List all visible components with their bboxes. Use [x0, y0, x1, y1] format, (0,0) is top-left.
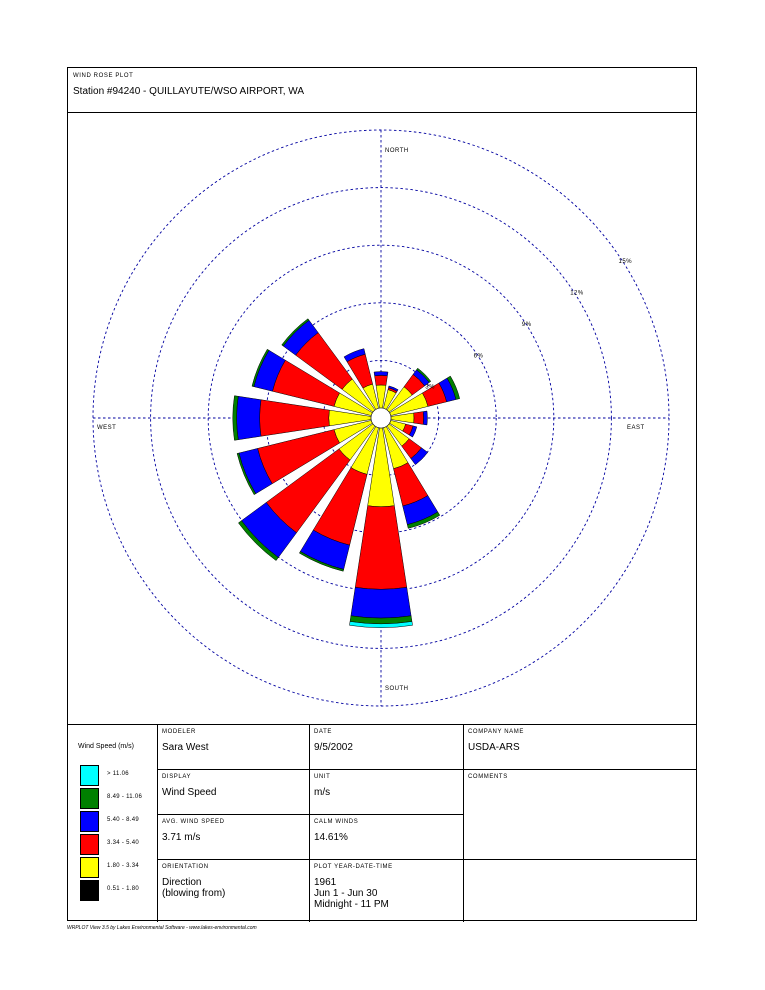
modeler-label: MODELER — [162, 729, 196, 735]
legend-swatch — [80, 765, 99, 786]
petal-N-bin-2 — [375, 375, 388, 385]
legend-range: 3.34 - 5.40 — [107, 840, 139, 846]
calm-winds-label: CALM WINDS — [314, 819, 359, 825]
comments-label: COMMENTS — [468, 774, 508, 780]
date-value: 9/5/2002 — [314, 742, 353, 753]
wind-rose-panel — [68, 113, 696, 725]
legend-swatch — [80, 788, 99, 809]
avg-speed-value: 3.71 m/s — [162, 832, 201, 843]
comments-cell — [464, 770, 696, 860]
label-east: EAST — [627, 425, 645, 431]
petal-W-bin-3 — [237, 396, 261, 439]
wind-rose-chart — [68, 113, 696, 723]
section-label: WIND ROSE PLOT — [73, 73, 134, 79]
orientation-cell — [158, 860, 310, 922]
petal-E-bin-2 — [414, 412, 424, 425]
ring-label-9: 9% — [521, 321, 532, 328]
legend-range: 0.51 - 1.80 — [107, 886, 139, 892]
display-label: DISPLAY — [162, 774, 192, 780]
ring-label-6: 6% — [473, 353, 484, 360]
petal-E-bin-3 — [423, 411, 427, 425]
date-label: DATE — [314, 729, 332, 735]
orientation-line2: (blowing from) — [162, 888, 226, 899]
plot-time-range: Midnight - 11 PM — [314, 899, 389, 910]
report-frame — [67, 67, 697, 921]
company-label: COMPANY NAME — [468, 729, 524, 735]
orientation-line1: Direction — [162, 877, 202, 888]
calm-circle — [371, 408, 391, 428]
unit-value: m/s — [314, 787, 331, 798]
legend-title: Wind Speed (m/s) — [78, 743, 135, 750]
plot-date-range: Jun 1 - Jun 30 — [314, 888, 378, 899]
calm-winds-cell — [310, 815, 464, 860]
legend-range: > 11.06 — [107, 771, 129, 777]
display-cell — [158, 770, 310, 815]
calm-winds-value: 14.61% — [314, 832, 348, 843]
unit-cell — [310, 770, 464, 815]
legend-swatch — [80, 834, 99, 855]
petal-N-bin-3 — [374, 372, 388, 376]
ring-label-3: 3% — [425, 384, 435, 391]
ring-label-12: 12% — [570, 290, 584, 297]
avg-speed-label: AVG. WIND SPEED — [162, 819, 225, 825]
company-value: USDA-ARS — [468, 742, 520, 753]
orientation-value — [162, 877, 225, 899]
plot-time-cell — [310, 860, 464, 922]
legend-swatch — [80, 857, 99, 878]
petal-W-bin-2 — [260, 400, 330, 437]
modeler-value: Sara West — [162, 742, 209, 753]
display-value: Wind Speed — [162, 787, 217, 798]
label-west: WEST — [97, 425, 117, 431]
company-cell — [464, 725, 696, 770]
report-header — [68, 68, 696, 113]
empty-cell — [464, 860, 696, 922]
date-cell — [310, 725, 464, 770]
label-north: NORTH — [385, 148, 409, 154]
orientation-label: ORIENTATION — [162, 864, 209, 870]
label-south: SOUTH — [385, 686, 409, 692]
legend-range: 5.40 - 8.49 — [107, 817, 139, 823]
legend-range: 8.49 - 11.06 — [107, 794, 143, 800]
plot-time-label: PLOT YEAR-DATE-TIME — [314, 864, 393, 870]
modeler-cell — [158, 725, 310, 770]
legend-swatch — [80, 880, 99, 901]
legend-range: 1.80 - 3.34 — [107, 863, 139, 869]
legend-panel — [68, 725, 158, 922]
petal-S-bin-2 — [355, 506, 407, 590]
plot-time-value — [314, 877, 389, 910]
petal-S-bin-3 — [351, 587, 411, 618]
software-credit: WRPLOT View 3.5 by Lakes Environmental Software - www.lakes-environmental.com — [67, 925, 257, 931]
avg-speed-cell — [158, 815, 310, 860]
plot-year: 1961 — [314, 877, 337, 888]
ring-label-15: 15% — [618, 259, 633, 266]
unit-label: UNIT — [314, 774, 331, 780]
station-title: Station #94240 - QUILLAYUTE/WSO AIRPORT, WA — [73, 86, 305, 97]
legend-swatch — [80, 811, 99, 832]
